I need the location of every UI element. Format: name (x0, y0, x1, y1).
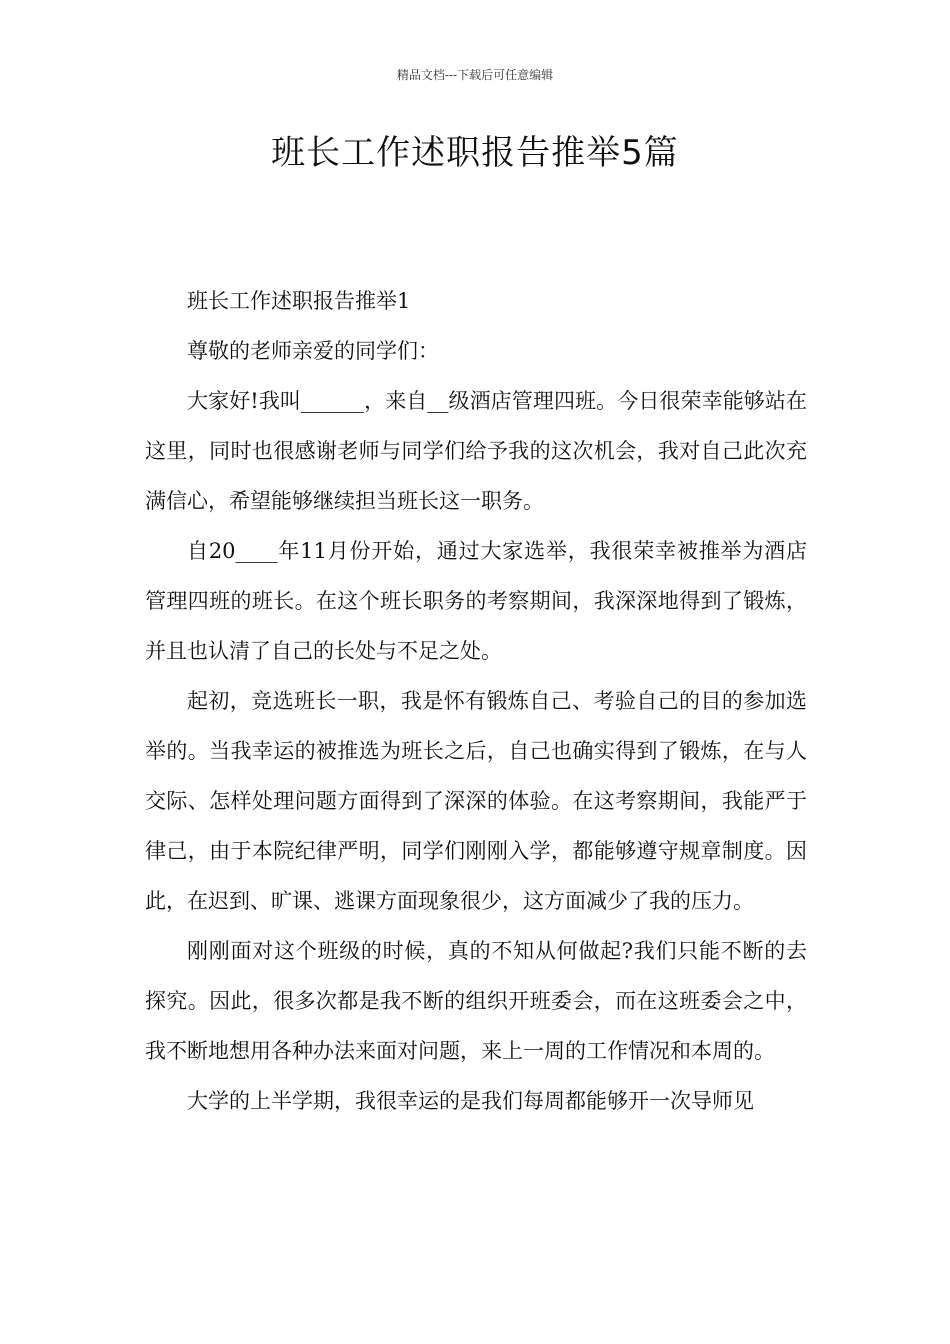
paragraph: 大学的上半学期，我很幸运的是我们每周都能够开一次导师见 (187, 1089, 754, 1113)
document-title: 班长工作述职报告推举5篇 (271, 133, 679, 173)
paragraph: 起初，竞选班长一职，我是怀有锻炼自己、考验自己的目的参加选举的。当我幸运的被推选为班长之后，自己也确实得到了锻炼，在与人交际、怎样处理问题方面得到了深深的体验。在这考察期间，我能严于律己，由于本院纪律严明，同学们刚刚入学，都能够遵守规章制度。因此，在迟到、旷课、逃课方面现象很少，这方面减少了我的压力。 (145, 689, 807, 913)
section-heading: 班长工作述职报告推举1 (187, 289, 411, 313)
paragraph: 大家好!我叫______，来自__级酒店管理四班。今日很荣幸能够站在这里，同时也很感谢老师与同学们给予我的这次机会，我对自己此次充满信心，希望能够继续担当班长这一职务。 (145, 389, 807, 513)
paragraph: 自20____年11月份开始，通过大家选举，我很荣幸被推举为酒店管理四班的班长。在这个班长职务的考察期间，我深深地得到了锻炼，并且也认清了自己的长处与不足之处。 (145, 539, 807, 663)
header-note: 精品文档---下载后可任意编辑 (396, 68, 554, 82)
document-body (145, 276, 807, 1126)
salutation: 尊敬的老师亲爱的同学们： (187, 339, 439, 363)
paragraph: 刚刚面对这个班级的时候，真的不知从何做起?我们只能不断的去探究。因此，很多次都是我不断的组织开班委会，而在这班委会之中，我不断地想用各种办法来面对问题，来上一周的工作情况和本周的。 (145, 939, 807, 1063)
